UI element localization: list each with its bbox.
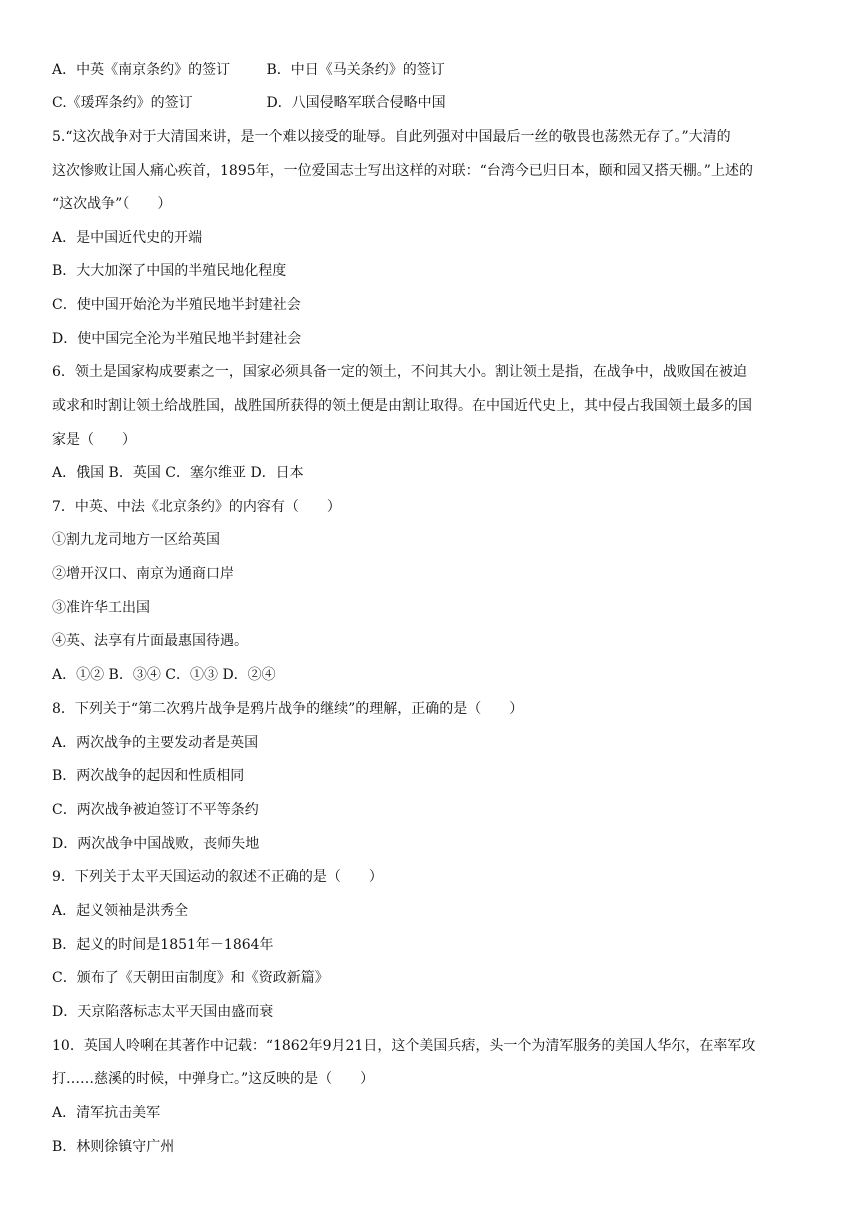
option-d: D．八国侵略军联合侵略中国 [266, 95, 446, 111]
question-4-options-cd [52, 93, 446, 113]
question-5-option-b: B．大大加深了中国的半殖民地化程度 [52, 263, 287, 279]
question-5-stem-line-1: 5.“这次战争对于大清国来讲，是一个难以接受的耻辱。自此列强对中国最后一丝的敬畏也荡然无存了。”大清的 [52, 129, 731, 145]
question-5-option-a: A．是中国近代史的开端 [52, 230, 203, 246]
question-10-stem-line-2: 打……慈溪的时候，中弹身亡。”这反映的是（ ） [52, 1071, 375, 1087]
question-8-option-a: A．两次战争的主要发动者是英国 [52, 735, 259, 751]
question-10-option-b: B．林则徐镇守广州 [52, 1139, 175, 1155]
question-9-option-d: D．天京陷落标志太平天国由盛而衰 [52, 1004, 274, 1020]
question-4-options-ab [52, 60, 445, 80]
question-10-option-a: A．清军抗击美军 [52, 1105, 161, 1121]
question-6-stem-line-1: 6．领土是国家构成要素之一，国家必须具备一定的领土，不问其大小。割让领土是指，在战争中，战败国在被迫 [52, 364, 747, 380]
question-9-option-a: A．起义领袖是洪秀全 [52, 903, 189, 919]
question-7-item-4: ④英、法享有片面最惠国待遇。 [52, 633, 248, 649]
question-8-option-c: C．两次战争被迫签订不平等条约 [52, 802, 259, 818]
question-8-stem: 8．下列关于“第二次鸦片战争是鸦片战争的继续”的理解，正确的是（ ） [52, 701, 524, 717]
question-6-stem-line-3: 家是（ ） [52, 432, 136, 448]
question-5-option-c: C．使中国开始沦为半殖民地半封建社会 [52, 297, 301, 313]
question-9-option-b: B．起义的时间是1851年－1864年 [52, 937, 274, 953]
question-9-stem: 9．下列关于太平天国运动的叙述不正确的是（ ） [52, 869, 383, 885]
question-5-option-d: D．使中国完全沦为半殖民地半封建社会 [52, 331, 302, 347]
question-7-stem: 7．中英、中法《北京条约》的内容有（ ） [52, 499, 341, 515]
question-9-option-c: C．颁布了《天朝田亩制度》和《资政新篇》 [52, 970, 329, 986]
question-7-options: A．①② B．③④ C．①③ D．②④ [52, 667, 276, 683]
option-b: B．中日《马关条约》的签订 [266, 62, 445, 78]
question-5-stem-line-3: “这次战争”（ ） [52, 196, 172, 212]
question-7-item-1: ①割九龙司地方一区给英国 [52, 532, 220, 548]
option-c: C.《瑗珲条约》的签订 [52, 95, 193, 111]
question-7-item-3: ③准许华工出国 [52, 600, 150, 616]
question-7-item-2: ②增开汉口、南京为通商口岸 [52, 566, 234, 582]
question-8-option-d: D．两次战争中国战败，丧师失地 [52, 836, 260, 852]
question-6-options: A．俄国 B．英国 C．塞尔维亚 D．日本 [52, 465, 304, 481]
question-6-stem-line-2: 或求和时割让领土给战胜国，战胜国所获得的领土便是由割让取得。在中国近代史上，其中侵占我国领土最多的国 [52, 398, 752, 414]
question-5-stem-line-2: 这次惨败让国人痛心疾首，1895年，一位爱国志士写出这样的对联：“台湾今已归日本，颐和园又搭天棚。”上述的 [52, 163, 753, 179]
question-10-stem-line-1: 10．英国人呤唎在其著作中记载：“1862年9月21日，这个美国兵痞，头一个为清军服务的美国人华尔，在率军攻 [52, 1038, 756, 1054]
option-a: A．中英《南京条约》的签订 [52, 62, 231, 78]
question-8-option-b: B．两次战争的起因和性质相同 [52, 768, 245, 784]
